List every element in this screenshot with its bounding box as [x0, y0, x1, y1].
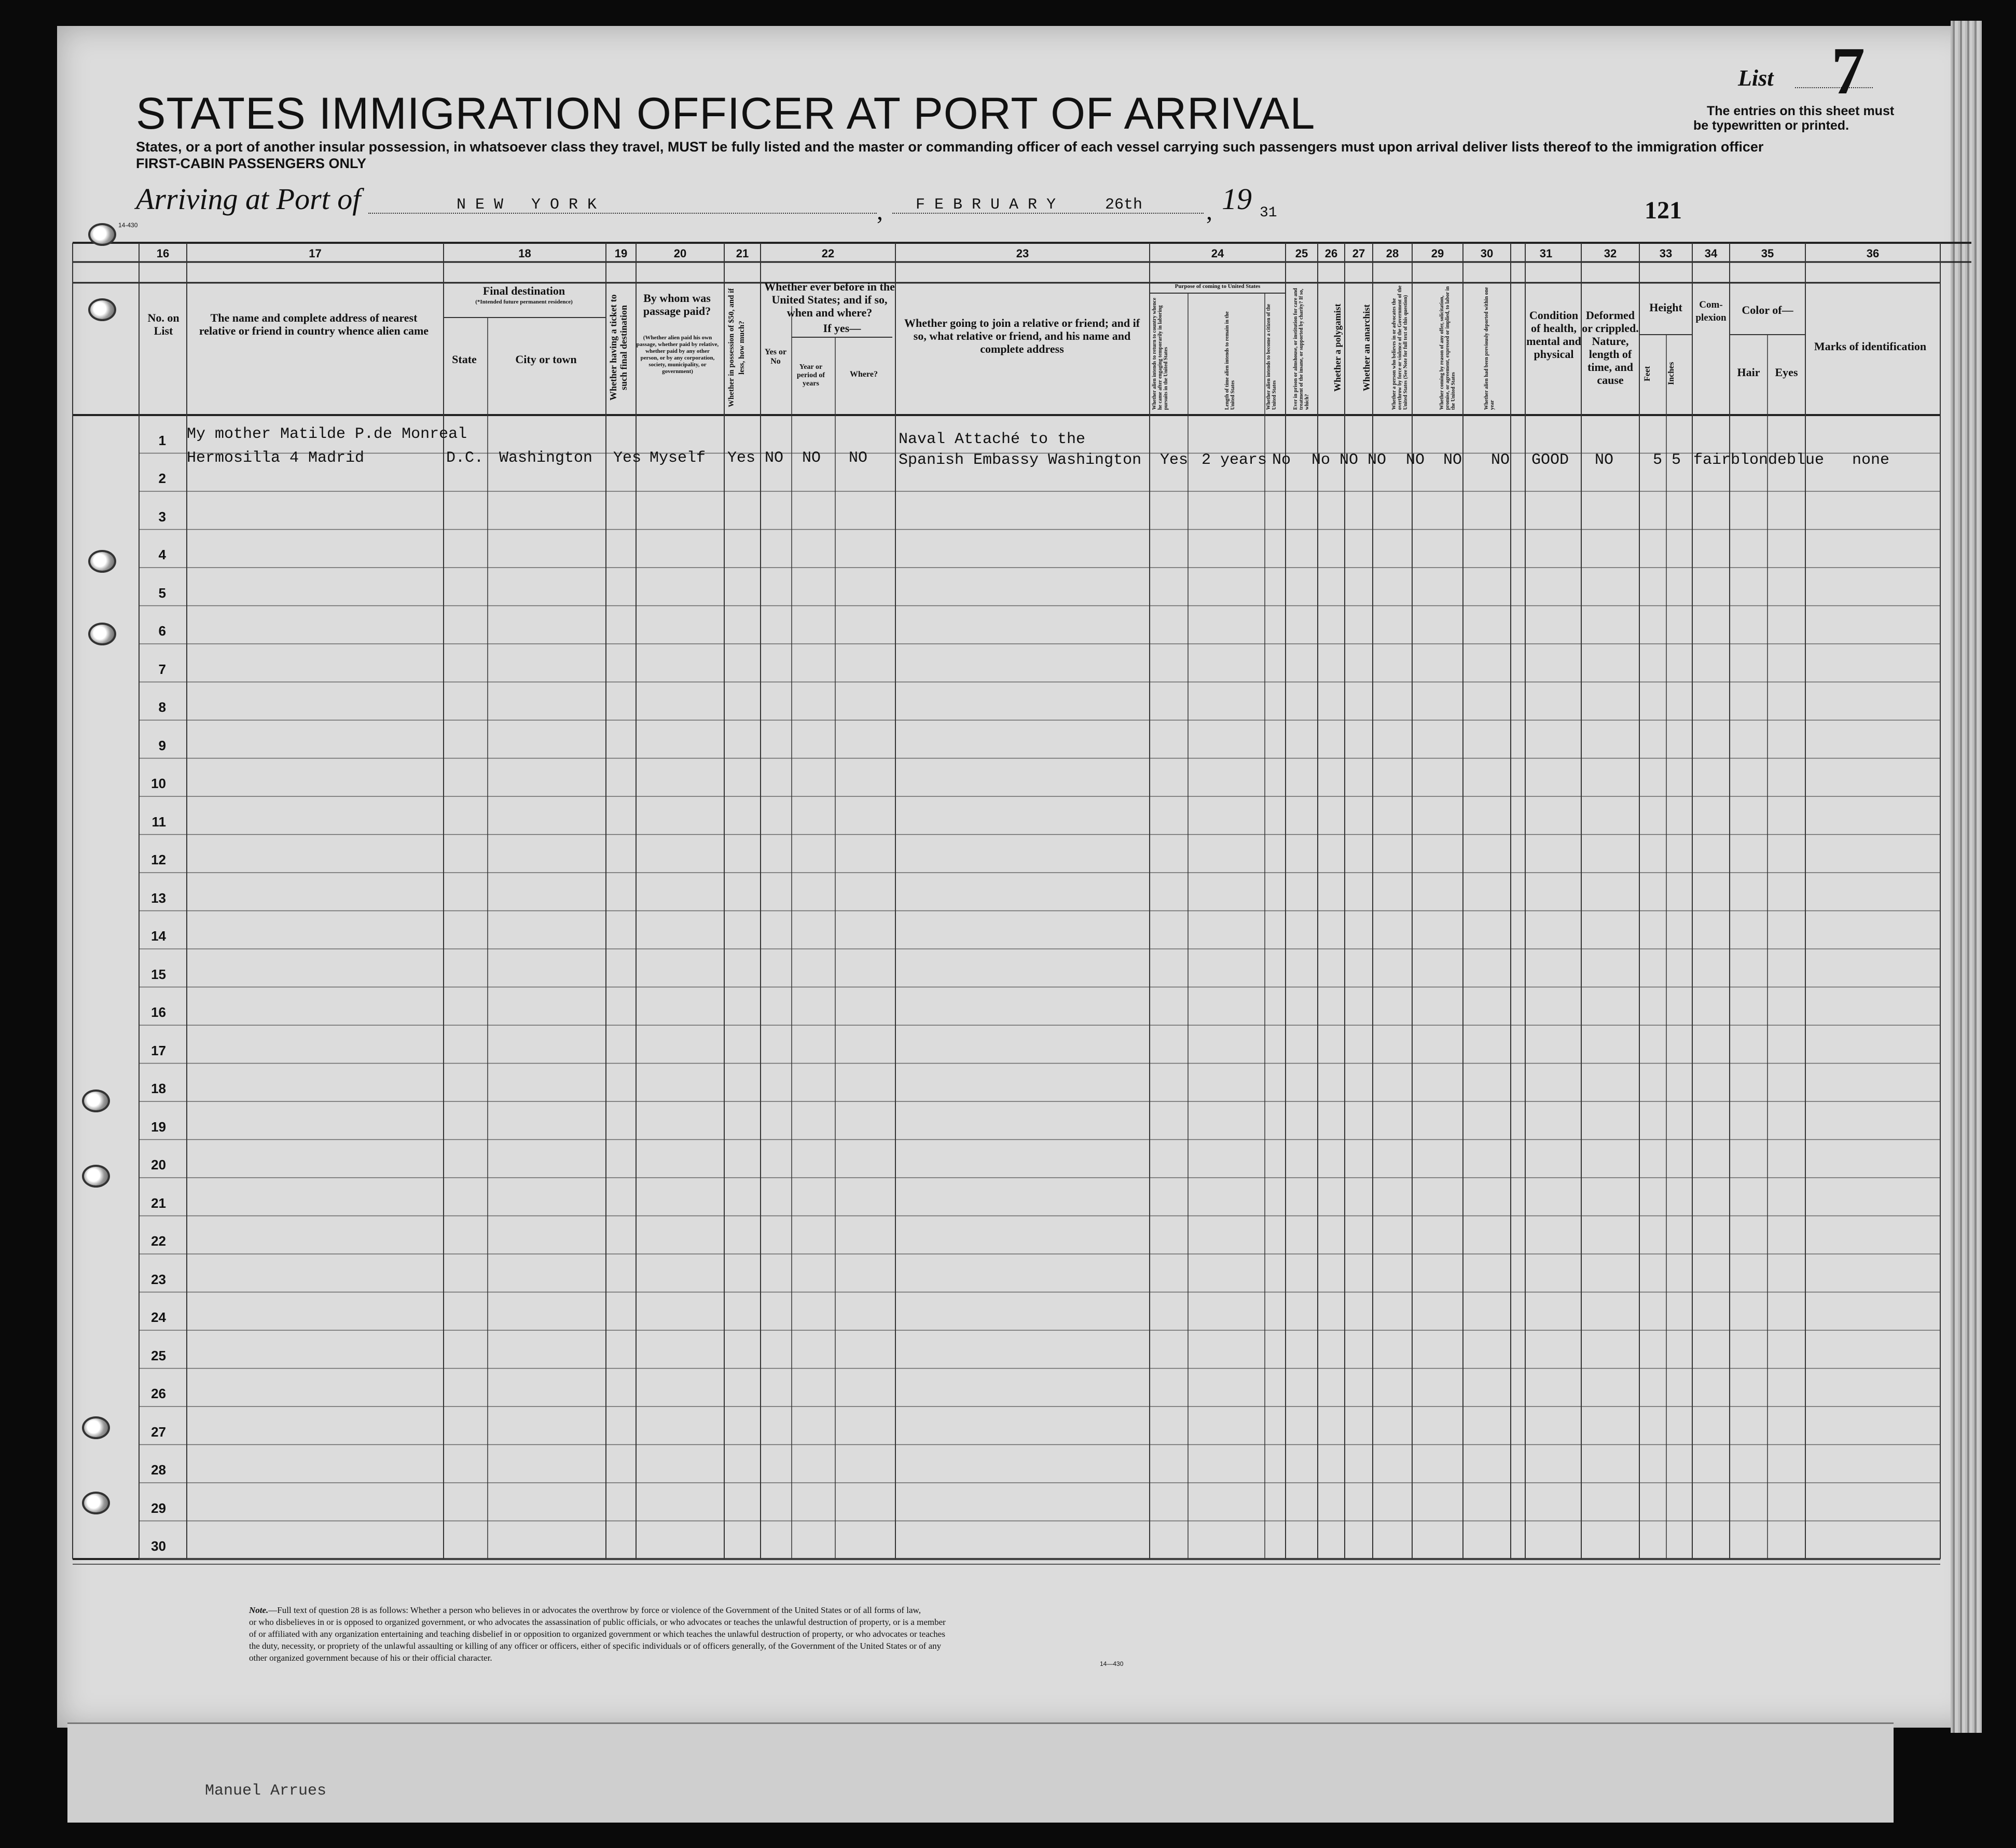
column-number: 36 — [1866, 247, 1880, 260]
entry-paid-by: Myself — [650, 449, 706, 467]
subtitle-line1: States, or a port of another insular possession, in whatsoever class they travel, MUST be fully listed and the master or commanding officer of each vessel carrying such passengers must upon arrival deliver lists thereof to the immigration officer — [136, 139, 1764, 155]
column-number: 20 — [673, 247, 687, 260]
row-number: 7 — [158, 661, 166, 677]
note-line3: of or affiliated with any organization entertaining and teaching disbelief in or opposition to organized government or which teaches the unlawful destruction of property, or who advocates or teaches — [249, 1629, 945, 1639]
bottom-handwriting: Manuel Arrues — [205, 1782, 327, 1800]
join-line2: Spanish Embassy Washington — [899, 451, 1142, 469]
column-number: 26 — [1324, 247, 1338, 260]
row-number: 23 — [151, 1271, 166, 1287]
row-number: 9 — [158, 737, 166, 753]
entry-ticket: Yes — [613, 449, 642, 467]
col22-year: Year or period of years — [796, 363, 825, 388]
arriving-label: Arriving at Port of — [136, 182, 361, 216]
row-number: 28 — [151, 1462, 166, 1478]
row-number: 24 — [151, 1309, 166, 1325]
column-number: 21 — [736, 247, 749, 260]
row-number: 29 — [151, 1500, 166, 1516]
entry-inches: 5 — [1672, 451, 1681, 469]
column-number: 22 — [821, 247, 835, 260]
column-number: 34 — [1704, 247, 1718, 260]
row-number: 14 — [151, 928, 166, 944]
column-number: 31 — [1539, 247, 1553, 260]
row-number: 2 — [158, 471, 166, 486]
col34-label: Com-plexion — [1695, 299, 1727, 323]
row-number: 26 — [151, 1386, 166, 1401]
note-line5: other organized government because of his or their official character. — [249, 1653, 492, 1663]
entry-polygamist: NO — [1340, 451, 1359, 469]
year-suffix: 31 — [1260, 205, 1277, 221]
form-code: 14—430 — [1100, 1660, 1124, 1667]
row-number: 22 — [151, 1233, 166, 1249]
row-number: 1 — [158, 432, 166, 448]
row-number: 17 — [151, 1042, 166, 1058]
entry-before-year: NO — [802, 449, 821, 467]
column-number: 16 — [156, 247, 170, 260]
punch-hole — [82, 1492, 110, 1514]
col22-yesno: Yes or No — [764, 348, 787, 366]
col21-label: Whether in possession of $50, and if less, how much? — [727, 288, 746, 407]
col17-label: The name and complete address of nearest relative or friend in country whence alien came — [199, 311, 429, 337]
row-number: 13 — [151, 890, 166, 906]
col22-where: Where? — [850, 370, 878, 379]
row-number: 4 — [158, 547, 166, 562]
relative-line2: Hermosilla 4 Madrid — [187, 449, 365, 467]
row-number: 19 — [151, 1119, 166, 1135]
note-line2: or who disbelieves in or is opposed to organized government, or who advocates the assassination of public officials, or who advocates or teaches the unlawful destruction of property, or is a member — [249, 1617, 946, 1627]
row-number: 8 — [158, 699, 166, 715]
entry-citizen: No — [1272, 451, 1291, 469]
row-number: 15 — [151, 966, 166, 982]
port-line — [368, 213, 877, 214]
day-value: 26th — [1105, 196, 1143, 214]
col25-label: Ever in prison or almshouse, or institution for care and treatment of the insane, or supported by charity? If so, which? — [1293, 288, 1310, 410]
row-number: 30 — [151, 1538, 166, 1554]
col33-feet: Feet — [1643, 366, 1652, 381]
column-number: 32 — [1604, 247, 1617, 260]
comma-2: , — [1206, 198, 1212, 225]
row-number: 27 — [151, 1424, 166, 1440]
note-label: Note. — [249, 1605, 269, 1615]
column-number: 18 — [518, 247, 531, 260]
punch-hole — [88, 223, 116, 246]
col36-label: Marks of identification — [1814, 340, 1927, 353]
row-number: 18 — [151, 1081, 166, 1096]
col22-ifyes: If yes— — [823, 322, 861, 335]
entry-state: D.C. — [446, 449, 484, 467]
entry-deformed: NO — [1595, 451, 1614, 469]
entry-before-yes-no: NO — [765, 449, 784, 467]
punch-hole — [88, 623, 116, 645]
column-number: 27 — [1352, 247, 1365, 260]
row-number: 21 — [151, 1195, 166, 1211]
col35-hair: Hair — [1737, 366, 1760, 379]
punch-hole — [88, 550, 116, 573]
typewritten-note-line2: be typewritten or printed. — [1693, 118, 1849, 133]
column-number: 23 — [1016, 247, 1029, 260]
row-number: 25 — [151, 1347, 166, 1363]
col28-label: Whether a person who believes in or advocates the overthrow by force or violence of the Government of the United States (See Note for full text of this question) — [1391, 285, 1409, 410]
col35-label: Color of— — [1742, 304, 1793, 316]
column-number: 29 — [1431, 247, 1444, 260]
punch-hole — [82, 1165, 110, 1188]
entry-labor-offer: NO — [1443, 451, 1462, 469]
entry-prison: No — [1311, 451, 1331, 469]
column-number: 25 — [1295, 247, 1308, 260]
col22-label: Whether ever before in the United States; and if so, when and where? — [764, 280, 895, 319]
typewritten-note-line1: The entries on this sheet must — [1707, 104, 1895, 118]
row-number: 3 — [158, 508, 166, 525]
col18-city: City or town — [515, 353, 577, 366]
col16-label: No. on List — [147, 311, 179, 337]
row-number: 6 — [158, 623, 166, 639]
sheet-number: 121 — [1645, 197, 1682, 224]
form-code-top: 14-430 — [118, 222, 138, 229]
row-number: 20 — [151, 1157, 166, 1173]
col23-label: Whether going to join a relative or friend; and if so, what relative or friend, and his name and complete address — [904, 316, 1140, 355]
entry-health: GOOD — [1531, 451, 1569, 469]
punch-hole — [88, 298, 116, 321]
entry-complexion: fair — [1693, 451, 1731, 469]
col27-label: Whether an anarchist — [1361, 304, 1372, 391]
row-number: 5 — [158, 585, 166, 601]
relative-line1: My mother Matilde P.de Monreal — [187, 425, 467, 443]
entry-length-stay: 2 years — [1202, 451, 1267, 469]
column-number: 17 — [309, 247, 322, 260]
entry-feet: 5 — [1653, 451, 1663, 469]
month-value: F E B R U A R Y — [916, 196, 1056, 214]
col18-sub: (*Intended future permanent residence) — [475, 299, 573, 305]
subtitle-line2: FIRST-CABIN PASSENGERS ONLY — [136, 156, 367, 171]
col26-label: Whether a polygamist — [1332, 304, 1343, 392]
col30-label: Whether alien had been previously deported within one year — [1484, 287, 1495, 410]
footnote — [249, 1604, 946, 1664]
entry-marks: none — [1852, 451, 1890, 469]
col18-state: State — [452, 353, 477, 366]
column-number: 19 — [614, 247, 628, 260]
col20-label: By whom was passage paid? — [643, 292, 711, 318]
col24-c: Whether alien intends to become a citizen of the United States — [1266, 304, 1277, 410]
col24-b: Length of time alien intends to remain in the United States — [1224, 311, 1236, 410]
port-value: N E W Y O R K — [457, 196, 597, 214]
col35-eyes: Eyes — [1775, 366, 1798, 379]
list-label: List — [1738, 65, 1774, 91]
col31-label: Condition of health, mental and physical — [1526, 309, 1581, 361]
column-number: 28 — [1386, 247, 1399, 260]
row-number: 12 — [151, 852, 166, 867]
entry-before-where: NO — [849, 449, 868, 467]
entry-return-intent: Yes — [1160, 451, 1189, 469]
col24-a: Whether alien intends to return to country whence he came after engaging temporarily in laboring pursuits in the United States — [1152, 297, 1169, 410]
row-number: 10 — [151, 776, 166, 791]
col20-sub: (Whether alien paid his own passage, whether paid by relative, whether paid by any other person, or by any corporation, society, municipality, or government) — [636, 335, 719, 375]
col18-label: Final destination — [482, 284, 565, 297]
punch-hole — [82, 1416, 110, 1439]
entry-anarchist: NO — [1368, 451, 1387, 469]
col33-label: Height — [1649, 301, 1682, 314]
entry-city: Washington — [499, 449, 593, 467]
column-number: 30 — [1480, 247, 1494, 260]
join-line1: Naval Attaché to the — [899, 431, 1086, 448]
punch-hole — [82, 1090, 110, 1112]
entry-overthrow: NO — [1406, 451, 1425, 469]
col19-label: Whether having a ticket to such final destination — [608, 294, 629, 401]
col32-label: Deformed or crippled. Nature, length of time, and cause — [1582, 309, 1639, 387]
year-prefix: 19 — [1222, 182, 1252, 216]
col29-label: Whether coming by reason of any offer, solicitation, promise, or agreement, expressed or implied, to labor in the United States — [1439, 286, 1456, 410]
row-number: 11 — [151, 813, 166, 830]
comma-1: , — [877, 198, 883, 225]
entry-eyes: blue — [1787, 451, 1825, 469]
entry-deported: NO — [1491, 451, 1510, 469]
col33-inches: Inches — [1667, 362, 1676, 385]
column-number: 24 — [1211, 247, 1224, 260]
col24-label: Purpose of coming to United States — [1175, 283, 1261, 289]
column-number: 33 — [1659, 247, 1673, 260]
entry-hair: blonde — [1731, 451, 1787, 469]
row-number: 16 — [151, 1004, 166, 1020]
column-number: 35 — [1761, 247, 1774, 260]
list-number: 7 — [1831, 34, 1865, 108]
note-line4: the duty, necessity, or propriety of the unlawful assaulting or killing of any officer or officers, either of specific individuals or of officers generally, of the Government of the United States or of any — [249, 1641, 942, 1651]
page-title: STATES IMMIGRATION OFFICER AT PORT OF ARRIVAL — [136, 89, 1316, 139]
entry-fifty: Yes — [727, 449, 756, 467]
note-line1: —Full text of question 28 is as follows: Whether a person who believes in or advocates the overthrow by force or violence of the Government of the United States or of all forms of law, — [268, 1605, 921, 1615]
